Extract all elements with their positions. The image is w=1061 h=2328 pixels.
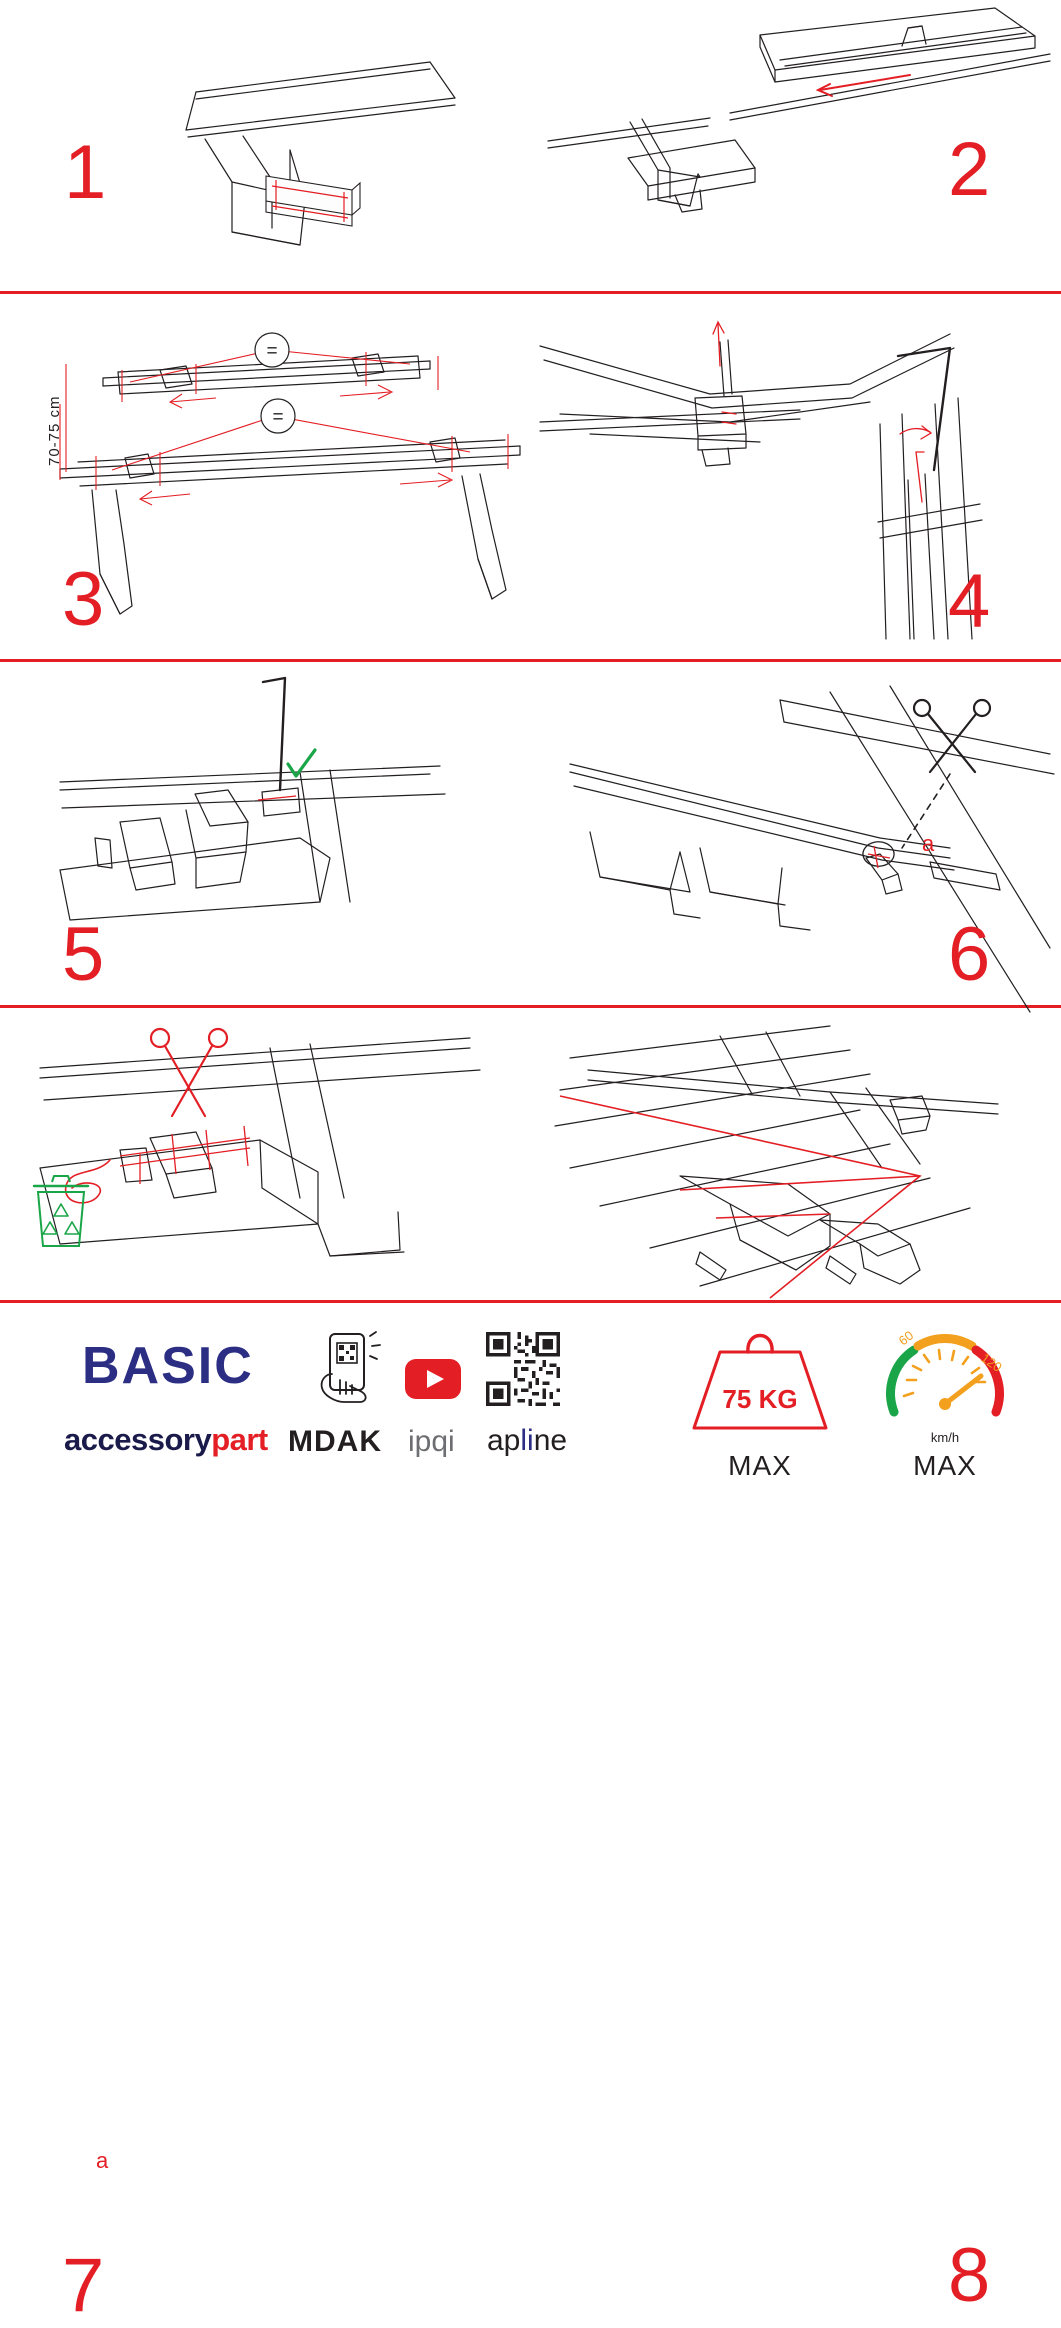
- max-load-value: 75 KG: [722, 1384, 798, 1414]
- step-3-dimension-label: 70-75 cm: [46, 395, 63, 466]
- phone-scan-icon: [310, 1330, 390, 1410]
- step-2-panel: [530, 0, 1061, 291]
- brand-basic-logo: BASIC: [82, 1337, 254, 1395]
- qr-code-icon: [486, 1332, 560, 1406]
- youtube-icon[interactable]: [404, 1358, 462, 1400]
- step-number-7: 7: [62, 2243, 105, 2328]
- svg-text:=: =: [272, 407, 284, 428]
- max-load-weight-icon: [676, 1316, 844, 1436]
- brand-apline-text: [487, 1424, 567, 1458]
- step-6-panel: [530, 662, 1061, 1005]
- brand-accessory-text: accessory: [64, 1422, 212, 1457]
- scissors-icon: [914, 700, 990, 772]
- max-speed-gauge-icon: [880, 1320, 1010, 1440]
- step-number-4: 4: [948, 559, 991, 644]
- scissors-icon-7: [151, 1029, 227, 1116]
- brand-apline-li: li: [520, 1424, 534, 1457]
- brand-apline-pre: ap: [487, 1424, 521, 1457]
- step-number-3: 3: [62, 557, 105, 642]
- svg-text:120: 120: [978, 1350, 1005, 1375]
- recycle-bin-icon: [34, 1176, 88, 1246]
- max-speed-label: MAX: [913, 1450, 977, 1481]
- step-5-panel: [0, 662, 530, 1005]
- step-number-5: 5: [62, 912, 105, 997]
- step-7-illustration: [0, 1008, 530, 1300]
- step-number-2: 2: [948, 127, 991, 212]
- step-number-6: 6: [948, 912, 991, 997]
- max-load-label: MAX: [728, 1450, 792, 1481]
- svg-text:=: =: [266, 341, 278, 362]
- brand-apline-post: ne: [533, 1424, 568, 1457]
- brand-mdak-text: MDAK: [288, 1425, 382, 1458]
- svg-text:60: 60: [895, 1327, 917, 1349]
- step-7-part-label-a: a: [96, 2148, 109, 2173]
- brand-part-text: part: [211, 1422, 268, 1457]
- step-number-1: 1: [64, 130, 107, 215]
- step-4-panel: [530, 294, 1061, 659]
- step-number-8: 8: [948, 2233, 991, 2318]
- step-6-part-label-a: a: [922, 831, 935, 856]
- brand-ipqi-text: ipqi: [408, 1425, 455, 1458]
- brand-accessorypart-logo: [64, 1422, 268, 1458]
- speed-unit-label: km/h: [930, 1430, 960, 1445]
- step-8-illustration: [530, 1008, 1061, 1300]
- footer: [0, 1300, 1061, 1500]
- step-3-panel: [0, 294, 530, 659]
- step-1-panel: [0, 0, 530, 291]
